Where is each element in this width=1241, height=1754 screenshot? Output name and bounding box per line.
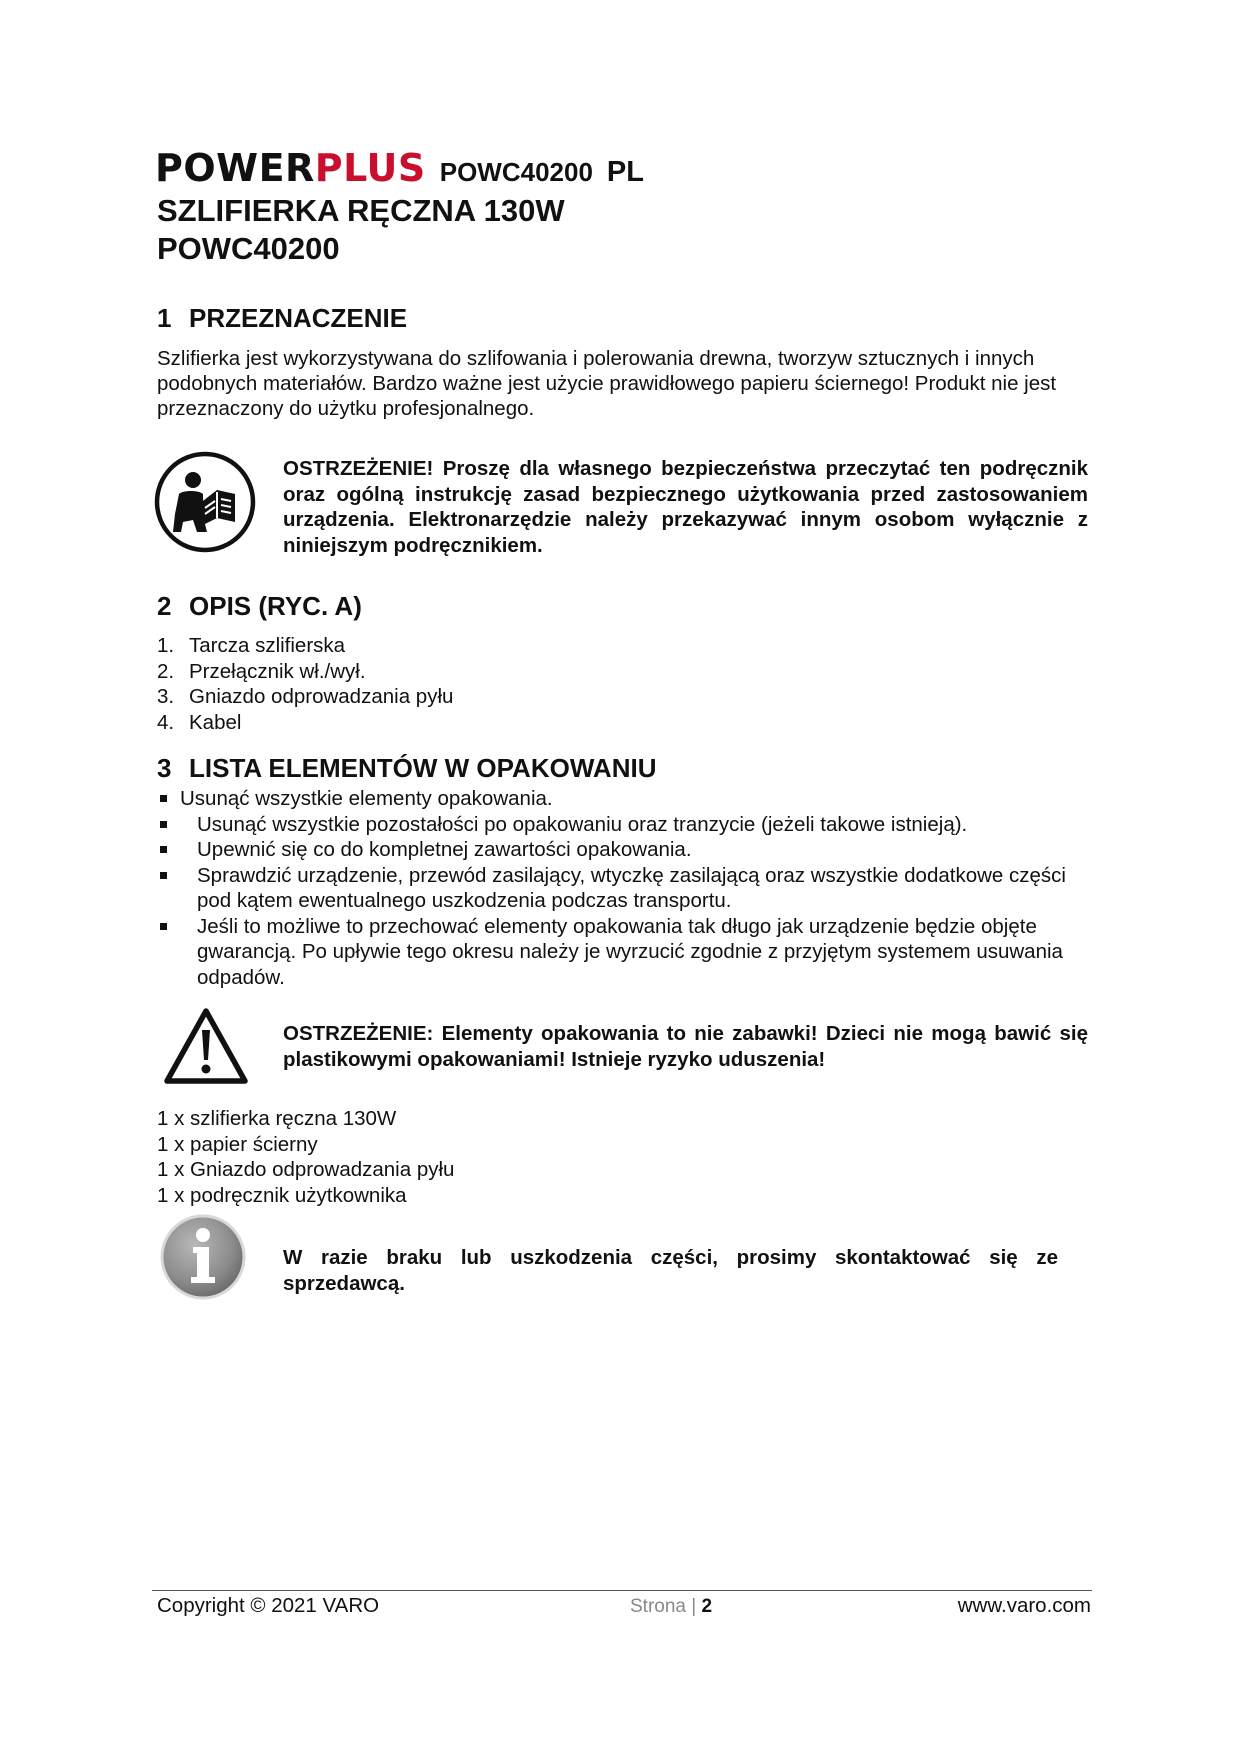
item-text: Sprawdzić urządzenie, przewód zasilający, wtyczkę zasilającą oraz wszystkie dodatkowe części pod kątem ewentualnego uszkodzenia podczas transportu. [197, 863, 1066, 912]
footer-website: www.varo.com [957, 1594, 1091, 1617]
bullet-square-icon [160, 821, 167, 828]
list-item [157, 863, 1092, 914]
section-title: LISTA ELEMENTÓW W OPAKOWANIU [189, 753, 657, 783]
item-text: Kabel [189, 710, 242, 734]
section-3-heading [157, 753, 656, 784]
item-text: Jeśli to możliwe to przechować elementy opakowania tak długo jak urządzenie będzie objęte gwarancją. Po upływie tego okresu należy je wyrzucić zgodnie z przyjętym systemem usuwania odpadów. [197, 914, 1063, 989]
item-text: Upewnić się co do kompletnej zawartości opakowania. [197, 838, 692, 861]
list-item [157, 659, 453, 685]
list-item [157, 914, 1092, 991]
package-contents [157, 1106, 454, 1208]
model-number: POWC40200 [439, 157, 593, 187]
missing-parts-info: W razie braku lub uszkodzenia części, prosimy skontaktować się ze sprzedawcą. [283, 1246, 1058, 1295]
section-1-heading [157, 303, 407, 334]
product-model-title: POWC40200 [157, 231, 340, 266]
bullet-square-icon [160, 795, 167, 802]
item-text: Przełącznik wł./wył. [189, 659, 366, 683]
list-item [157, 786, 1092, 812]
packaging-bullets [157, 786, 1092, 990]
item-text: Gniazdo odprowadzania pyłu [189, 685, 454, 708]
section-title: PRZEZNACZENIE [189, 303, 408, 333]
list-item: 1 x papier ścierny [157, 1132, 318, 1156]
intended-use-paragraph: Szlifierka jest wykorzystywana do szlifowania i polerowania drewna, tworzyw sztucznych i innych podobnych materiałów. Bardzo ważne jest użycie prawidłowego papieru ściernego! Produkt nie jest przeznaczony do użytku profesjonalnego. [157, 347, 1057, 420]
page-label: Strona | [630, 1596, 702, 1617]
section-number: 2 [157, 591, 172, 621]
list-item [157, 812, 1092, 838]
bullet-square-icon [160, 923, 167, 930]
bullet-square-icon [160, 872, 167, 879]
bullet-square-icon [160, 846, 167, 853]
brand-logo-part1: POWER [155, 146, 315, 190]
section-title: OPIS (RYC. A) [189, 591, 362, 621]
list-item: 1 x Gniazdo odprowadzania pyłu [157, 1158, 455, 1181]
language-code: PL [606, 156, 644, 188]
item-number: 1. [157, 634, 175, 657]
warning-triangle-icon [163, 1006, 249, 1086]
header [155, 146, 644, 190]
section-number: 3 [157, 753, 172, 783]
section-2-heading [157, 591, 362, 622]
list-item: 1 x podręcznik użytkownika [157, 1183, 407, 1207]
page-number: 2 [701, 1596, 713, 1617]
product-title: SZLIFIERKA RĘCZNA 130W [157, 193, 565, 228]
section-number: 1 [157, 303, 172, 333]
brand-logo [155, 146, 426, 190]
manual-read-icon [153, 450, 257, 554]
packaging-warning: OSTRZEŻENIE: Elementy opakowania to nie zabawki! Dzieci nie mogą bawić się plastikowymi opakowaniami! Istnieje ryzyko uduszenia! [283, 1022, 1088, 1071]
item-text: Tarcza szlifierska [189, 634, 346, 657]
item-number: 2. [157, 659, 175, 683]
list-item [157, 710, 453, 736]
parts-list [157, 633, 453, 735]
item-number: 4. [157, 710, 175, 734]
info-icon [159, 1213, 247, 1301]
footer-divider [152, 1590, 1092, 1591]
footer-page-number [630, 1596, 712, 1618]
section-1-text [157, 346, 1057, 421]
list-item: 1 x szlifierka ręczna 130W [157, 1107, 397, 1130]
list-item [157, 684, 453, 710]
list-item [157, 837, 1092, 863]
read-manual-warning: OSTRZEŻENIE! Proszę dla własnego bezpieczeństwa przeczytać ten podręcznik oraz ogólną instrukcję zasad bezpiecznego użytkowania przed zastosowaniem urządzenia. Elektronarzędzie należy przekazywać innym osobom wyłącznie z niniejszym podręcznikiem. [283, 457, 1088, 557]
list-item [157, 633, 453, 659]
item-number: 3. [157, 685, 175, 708]
brand-logo-part2: PLUS [314, 146, 426, 190]
footer-copyright: Copyright © 2021 VARO [157, 1594, 380, 1617]
item-text: Usunąć wszystkie elementy opakowania. [180, 787, 553, 810]
item-text: Usunąć wszystkie pozostałości po opakowaniu oraz tranzycie (jeżeli takowe istnieją). [197, 812, 968, 836]
